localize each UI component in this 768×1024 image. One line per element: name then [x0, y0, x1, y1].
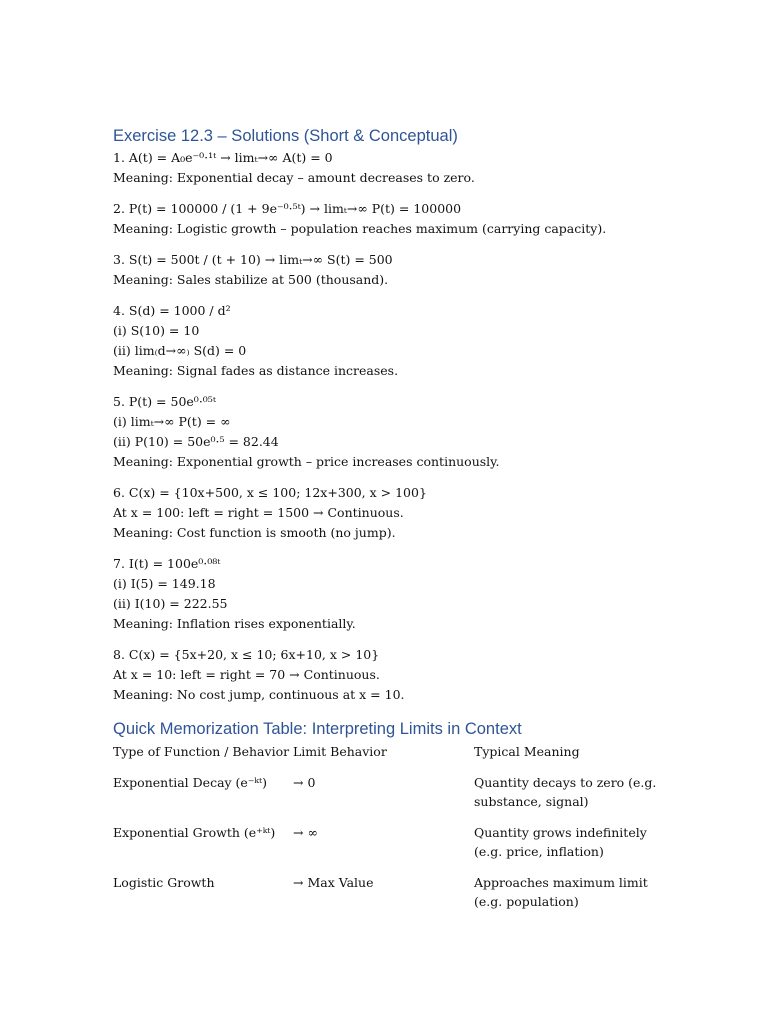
solution-6: [113, 483, 673, 543]
solution-line: 8. C(x) = {5x+20, x ≤ 10; 6x+10, x > 10}: [113, 647, 380, 662]
solution-line: Meaning: Exponential growth – price increases continuously.: [113, 454, 500, 469]
solution-line: (i) limₜ→∞ P(t) = ∞: [113, 414, 231, 429]
solution-line: Meaning: Logistic growth – population reaches maximum (carrying capacity).: [113, 221, 607, 236]
solution-line: (i) I(5) = 149.18: [113, 576, 216, 591]
solution-line: 4. S(d) = 1000 / d²: [113, 303, 231, 318]
page-title: Exercise 12.3 – Solutions (Short & Conceptual): [113, 127, 458, 145]
solution-line: At x = 100: left = right = 1500 → Continuous.: [113, 505, 404, 520]
table-cell: Quantity decays to zero (e.g. substance, signal): [474, 775, 657, 809]
solution-4: [113, 301, 673, 381]
table-title: Quick Memorization Table: Interpreting Limits in Context: [113, 720, 522, 738]
table-header-meaning: Typical Meaning: [474, 744, 580, 759]
solution-2: [113, 199, 673, 239]
solution-line: 6. C(x) = {10x+500, x ≤ 100; 12x+300, x > 100}: [113, 485, 427, 500]
solution-line: 1. A(t) = A₀e⁻⁰·¹ᵗ → limₜ→∞ A(t) = 0: [113, 150, 333, 165]
table-row: [113, 823, 673, 861]
table-cell: → Max Value: [293, 875, 374, 890]
table-cell: Logistic Growth: [113, 875, 215, 890]
table-row: [113, 873, 673, 911]
table-cell: Quantity grows indefinitely (e.g. price, inflation): [474, 825, 647, 859]
table-cell: Exponential Decay (e⁻ᵏᵗ): [113, 775, 267, 790]
solution-line: (ii) P(10) = 50e⁰·⁵ = 82.44: [113, 434, 279, 449]
solution-3: [113, 250, 673, 290]
solution-7: [113, 554, 673, 634]
solution-line: 3. S(t) = 500t / (t + 10) → limₜ→∞ S(t) = 500: [113, 252, 393, 267]
solution-1: [113, 148, 673, 188]
solution-line: Meaning: Cost function is smooth (no jump).: [113, 525, 396, 540]
table-header-limit: Limit Behavior: [293, 744, 387, 759]
table-cell: Approaches maximum limit (e.g. population): [474, 875, 648, 909]
solution-line: (ii) I(10) = 222.55: [113, 596, 228, 611]
table-cell: → 0: [293, 775, 316, 790]
solution-line: 5. P(t) = 50e⁰·⁰⁵ᵗ: [113, 394, 216, 409]
solution-line: 7. I(t) = 100e⁰·⁰⁸ᵗ: [113, 556, 221, 571]
table-cell: → ∞: [293, 825, 318, 840]
solution-line: Meaning: Inflation rises exponentially.: [113, 616, 356, 631]
solution-line: (i) S(10) = 10: [113, 323, 200, 338]
solution-line: At x = 10: left = right = 70 → Continuous.: [113, 667, 380, 682]
table-cell: Exponential Growth (e⁺ᵏᵗ): [113, 825, 276, 840]
table-row: [113, 773, 673, 811]
solution-line: Meaning: Exponential decay – amount decreases to zero.: [113, 170, 475, 185]
document-content: [113, 126, 673, 923]
table-header-type: Type of Function / Behavior: [113, 744, 290, 759]
table-header-row: [113, 742, 673, 761]
solution-line: Meaning: Sales stabilize at 500 (thousand).: [113, 272, 389, 287]
solution-line: Meaning: No cost jump, continuous at x = 10.: [113, 687, 405, 702]
solution-5: [113, 392, 673, 472]
solution-line: (ii) lim₍d→∞₎ S(d) = 0: [113, 343, 247, 358]
solution-line: 2. P(t) = 100000 / (1 + 9e⁻⁰·⁵ᵗ) → limₜ→∞ P(t) = 100000: [113, 201, 462, 216]
solution-line: Meaning: Signal fades as distance increases.: [113, 363, 399, 378]
solution-8: [113, 645, 673, 705]
